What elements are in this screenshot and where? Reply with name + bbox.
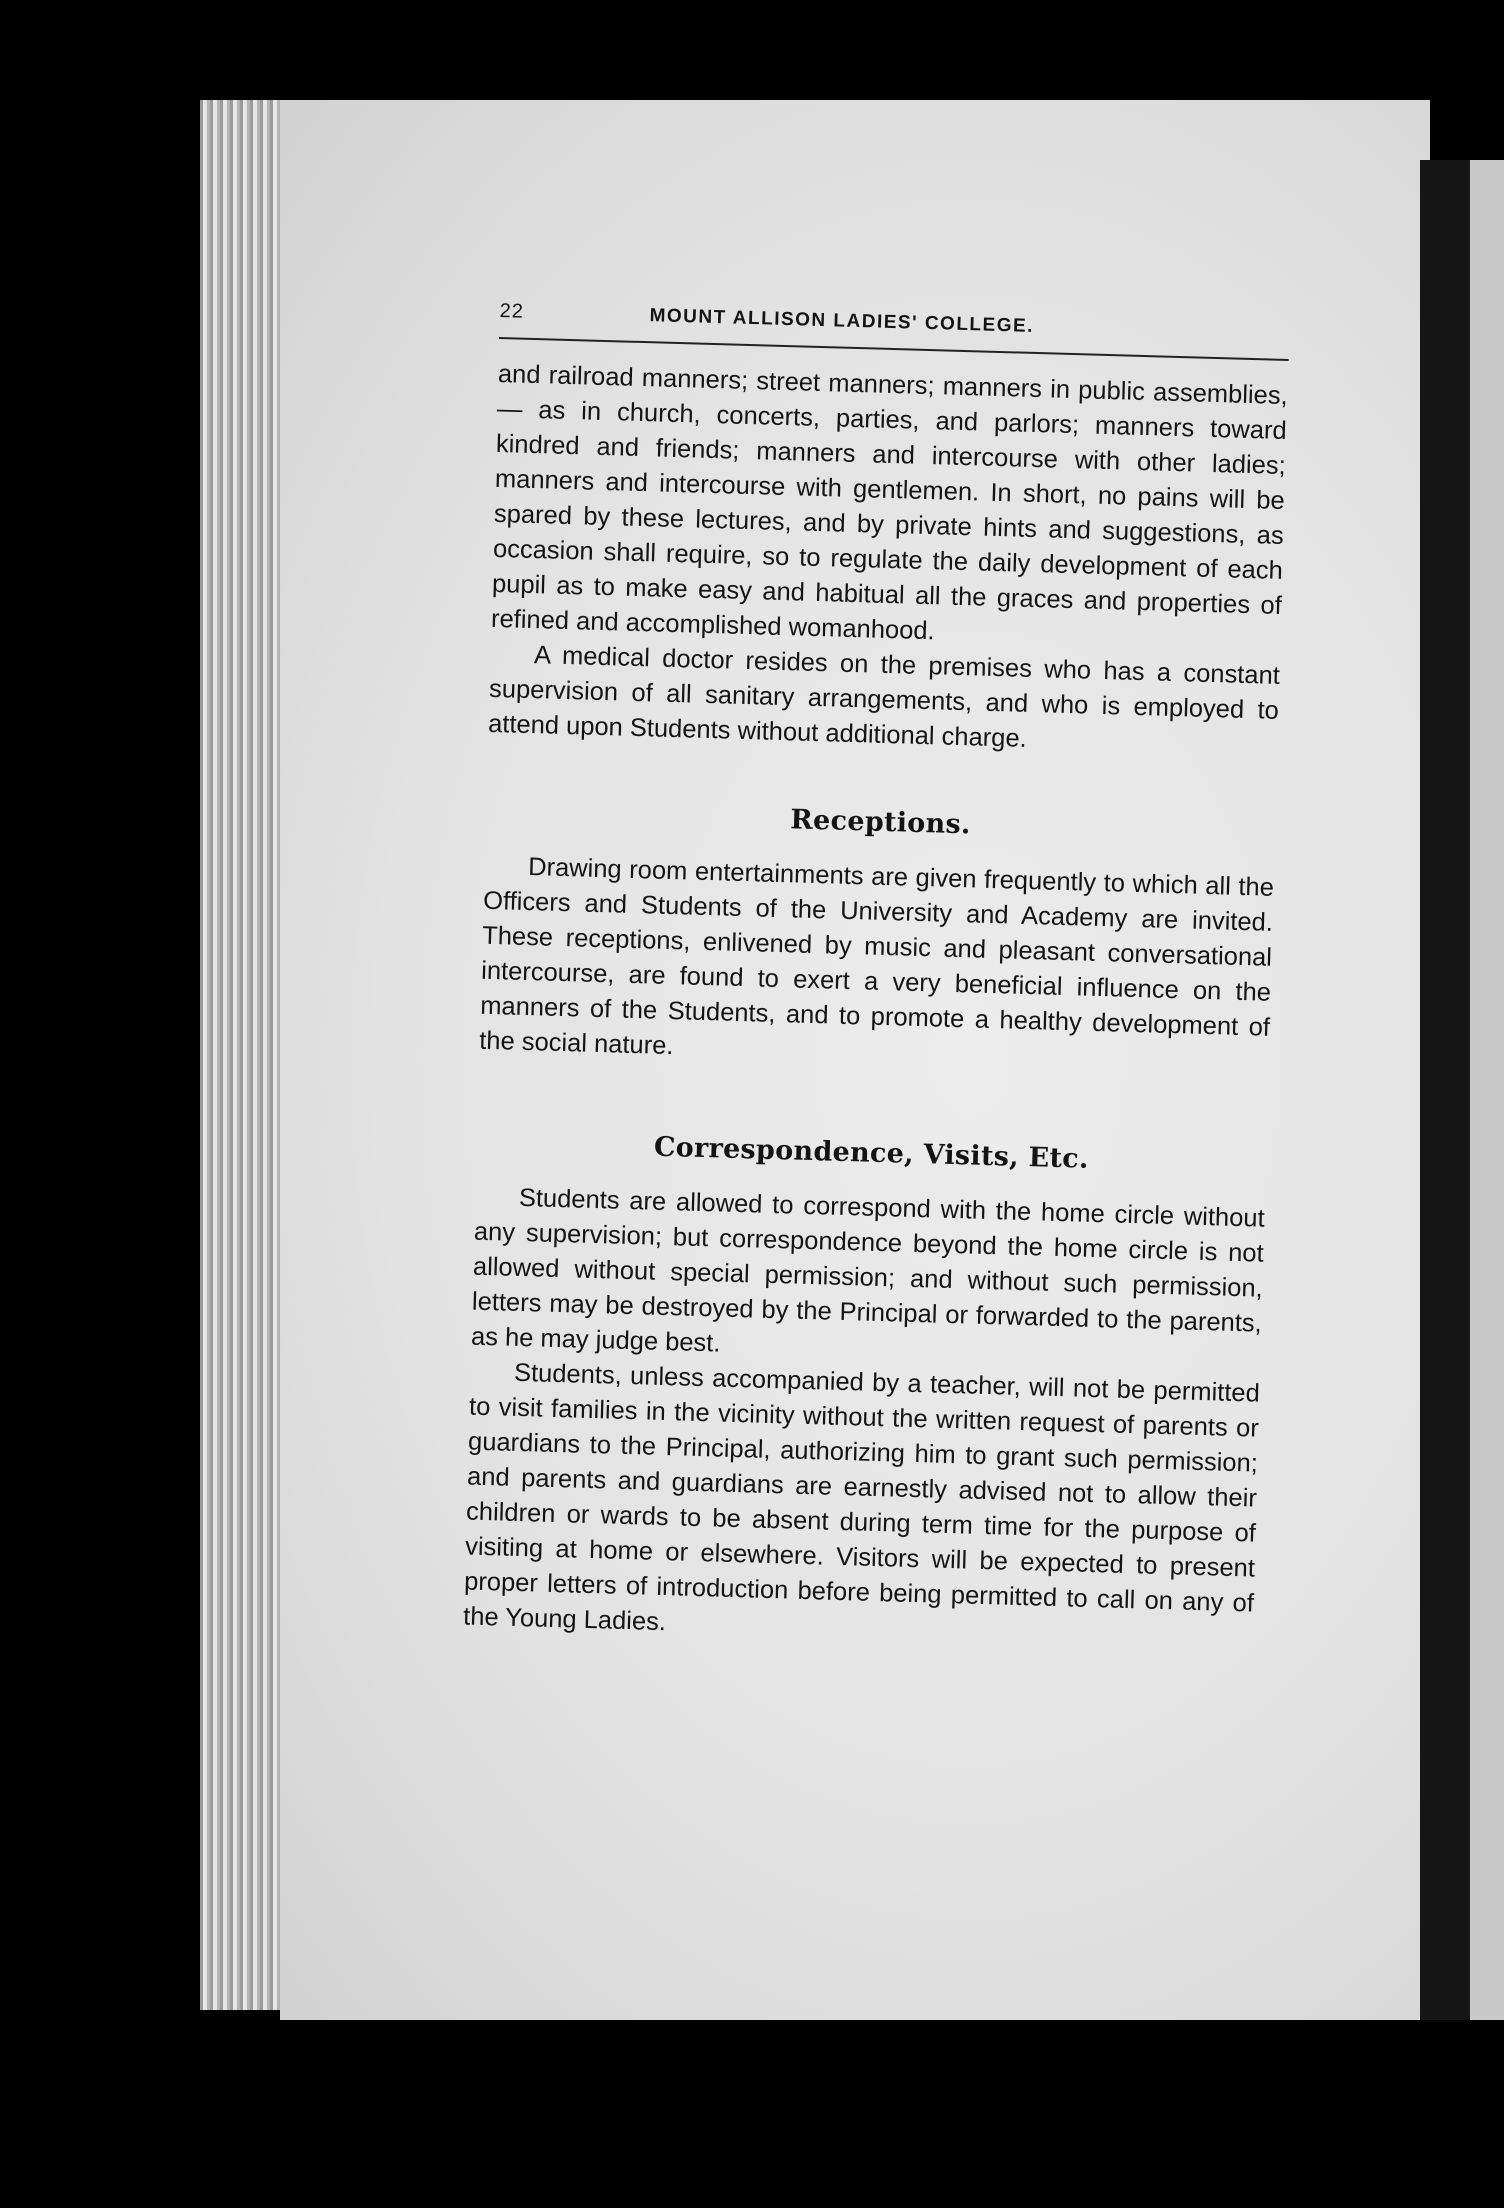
running-title: MOUNT ALLISON LADIES' COLLEGE. — [649, 305, 1035, 337]
receptions-heading: Receptions. — [789, 804, 972, 841]
background-strip — [1470, 160, 1504, 2020]
correspondence-heading: Correspondence, Visits, Etc. — [653, 1131, 1090, 1175]
correspondence-paragraph-1: Students are allowed to correspond with the home circle without any supervision; but correspondence beyond the home circle is not allowed without special permission; and without such permission, letters may be destroyed by the Principal or forwarded to the parents, as he may judge best. — [470, 1183, 1266, 1358]
page-number: 22 — [499, 300, 525, 323]
book-page-edges — [200, 100, 290, 2010]
receptions-paragraph: Drawing room entertainments are given frequently to which all the Officers and Students of the University and Academy are invited. These receptions, enlivened by music and pleasant conversational intercourse, are found to exert a very beneficial influence on the manners of the Students, and to promote a healthy development of the social nature. — [478, 853, 1275, 1061]
intro-paragraph-2: A medical doctor resides on the premises who has a constant supervision of all sanitary arrangements, and who is employed to attend upon Students without additional charge. — [487, 641, 1281, 753]
intro-paragraph-1: and railroad manners; street manners; manners in public assemblies, — as in church, concerts, parties, and parlors; manners toward kindred and friends; manners and intercourse with other ladies; manners and intercourse with gentlemen. In short, no pains will be spared by these lectures, and by private hints and suggestions, as occasion shall require, so to regulate the daily development of each pupil as to make easy and habitual all the graces and properties of refined and accomplished womanhood. — [490, 359, 1289, 646]
book-cover-edge — [1420, 160, 1470, 2020]
page-content — [463, 300, 1290, 1657]
correspondence-paragraph-2: Students, unless accompanied by a teacher, will not be permitted to visit families in the vicinity without the written request of parents or guardians to the Principal, authorizing him to grant such permission; and parents and guardians are earnestly advised not to allow their children or wards to be absent during term time for the purpose of visiting at home or elsewhere. Visitors will be expected to present proper letters of introduction before being permitted to call on any of the Young Ladies. — [462, 1358, 1261, 1637]
